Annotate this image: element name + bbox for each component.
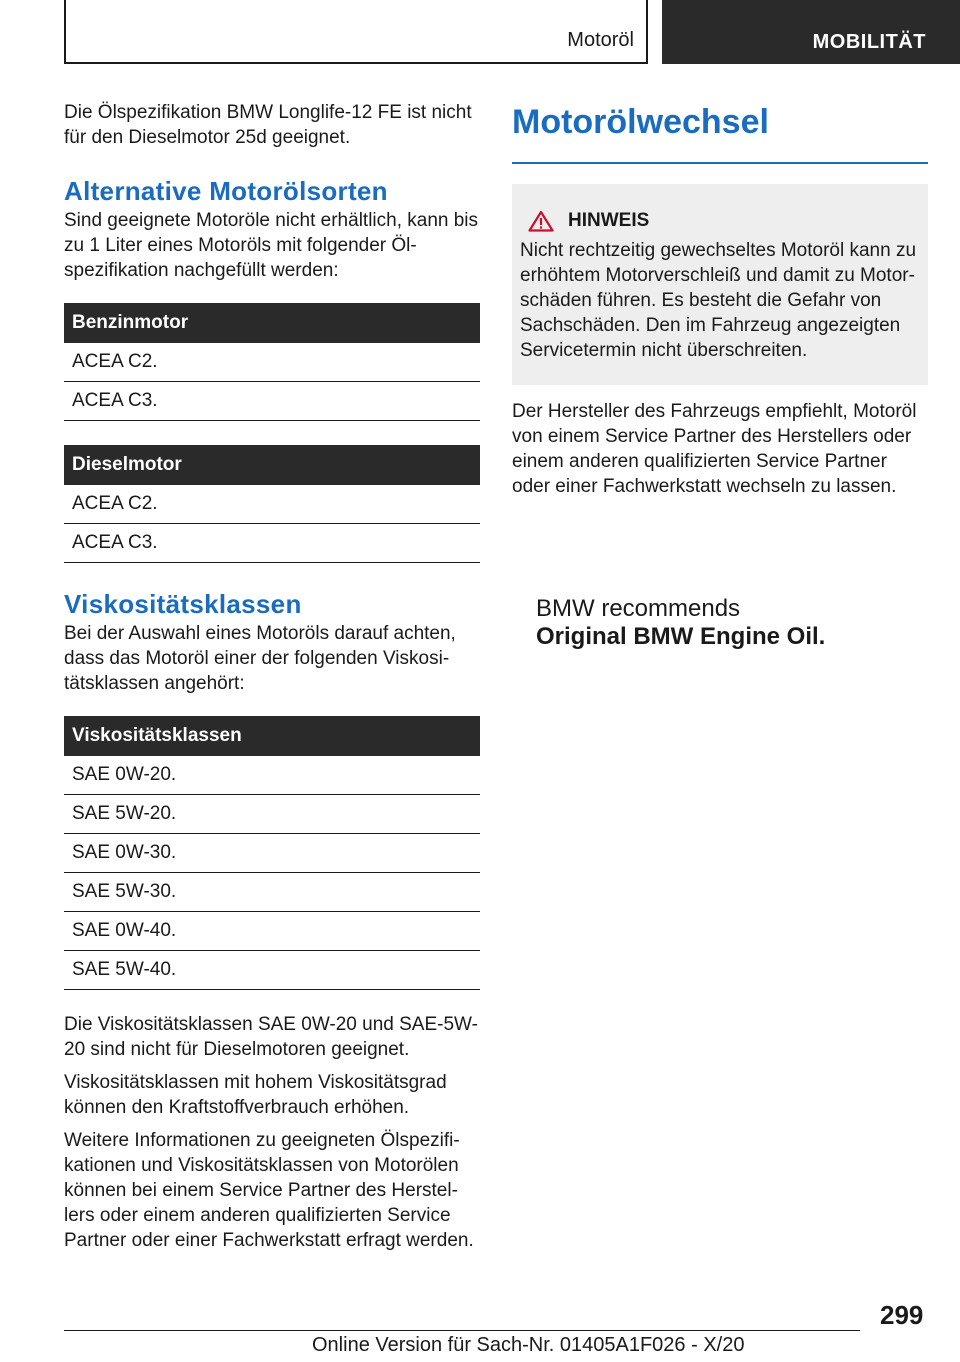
left-column	[64, 100, 480, 1253]
oil-change-heading: Motorölwechsel	[512, 103, 769, 141]
table-row	[64, 343, 480, 382]
heading-rule	[512, 162, 928, 164]
notice-box	[512, 184, 928, 385]
table-row	[64, 912, 480, 951]
chapter-title: Motoröl	[567, 29, 634, 51]
footer-text: Online Version für Sach-Nr. 01405A1F026 - X/20	[312, 1334, 745, 1356]
alternative-oils-text: Sind geeignete Motoröle nicht erhältlich, kann bis zu 1 Liter eines Motoröls mit folgender Ölspezifikation nachgefüllt werden:	[64, 210, 479, 281]
section-header	[662, 0, 960, 64]
right-column	[512, 100, 928, 651]
chapter-header-box	[64, 0, 648, 64]
recommend-line-2: Original BMW Engine Oil.	[536, 623, 826, 650]
viscosity-table	[64, 716, 480, 990]
table-cell: SAE 0W-40.	[64, 912, 480, 951]
page-number: 299	[880, 1300, 924, 1330]
viscosity-text: Bei der Auswahl eines Motoröls darauf achten, dass das Motoröl einer der folgenden Viskositätsklassen angehört:	[64, 623, 456, 694]
manufacturer-recommendation: Der Hersteller des Fahrzeugs empfiehlt, Motoröl von einem Service Partner des Herstellers oder einem anderen qualifizierten Service Partner oder einer Fachwerkstatt wechseln zu lassen.	[512, 401, 917, 497]
alternative-oils-heading: Alternative Motorölsorten	[64, 176, 388, 206]
diesel-engine-table	[64, 445, 480, 563]
table-row	[64, 951, 480, 990]
notice-title: HINWEIS	[568, 210, 650, 231]
table-cell: SAE 5W-40.	[64, 951, 480, 990]
table-row	[64, 382, 480, 421]
table-row	[64, 756, 480, 795]
petrol-engine-table	[64, 303, 480, 421]
intro-paragraph: Die Ölspezifikation BMW Longlife-12 FE ist nicht für den Dieselmotor 25d geeignet.	[64, 102, 472, 148]
warning-triangle-icon	[528, 210, 554, 232]
footer-rule	[64, 1330, 860, 1331]
table-cell: ACEA C2.	[64, 485, 480, 524]
table-cell: SAE 0W-20.	[64, 756, 480, 795]
further-info-paragraph: Weitere Informationen zu geeigneten Ölspezifikationen und Viskositätsklassen von Motorölen können bei einem Service Partner des Herstellers oder einem anderen qualifizierten Service Partner oder einer Fachwerkstatt erfragt werden.	[64, 1130, 474, 1251]
table-cell: ACEA C3.	[64, 524, 480, 563]
fuel-consumption-note: Viskositätsklassen mit hohem Viskositätsgrad können den Kraftstoffverbrauch erhöhen.	[64, 1072, 447, 1118]
table-cell: SAE 0W-30.	[64, 834, 480, 873]
notice-text: Nicht rechtzeitig gewechseltes Motoröl kann zu erhöhtem Motorverschleiß und damit zu Motorschäden führen. Es besteht die Gefahr von Sachschäden. Den im Fahrzeug angezeigten Servicetermin nicht überschreiten.	[520, 240, 917, 361]
table-row	[64, 834, 480, 873]
recommend-line-1: BMW recommends	[536, 595, 741, 622]
table-row	[64, 795, 480, 834]
diesel-table-header: Dieselmotor	[64, 445, 480, 485]
table-row	[64, 524, 480, 563]
viscosity-table-header: Viskositätsklassen	[64, 716, 480, 756]
table-row	[64, 873, 480, 912]
viscosity-heading: Viskositätsklassen	[64, 589, 302, 619]
diesel-viscosity-note: Die Viskositätsklassen SAE 0W-20 und SAE-5W-20 sind nicht für Dieselmotoren geeignet.	[64, 1014, 478, 1060]
table-cell: SAE 5W-30.	[64, 873, 480, 912]
table-cell: ACEA C2.	[64, 343, 480, 382]
table-cell: SAE 5W-20.	[64, 795, 480, 834]
section-title: MOBILITÄT	[812, 31, 926, 53]
bmw-recommends-logo	[512, 595, 928, 651]
petrol-table-header: Benzinmotor	[64, 303, 480, 343]
table-row	[64, 485, 480, 524]
table-cell: ACEA C3.	[64, 382, 480, 421]
notice-header	[520, 210, 920, 232]
